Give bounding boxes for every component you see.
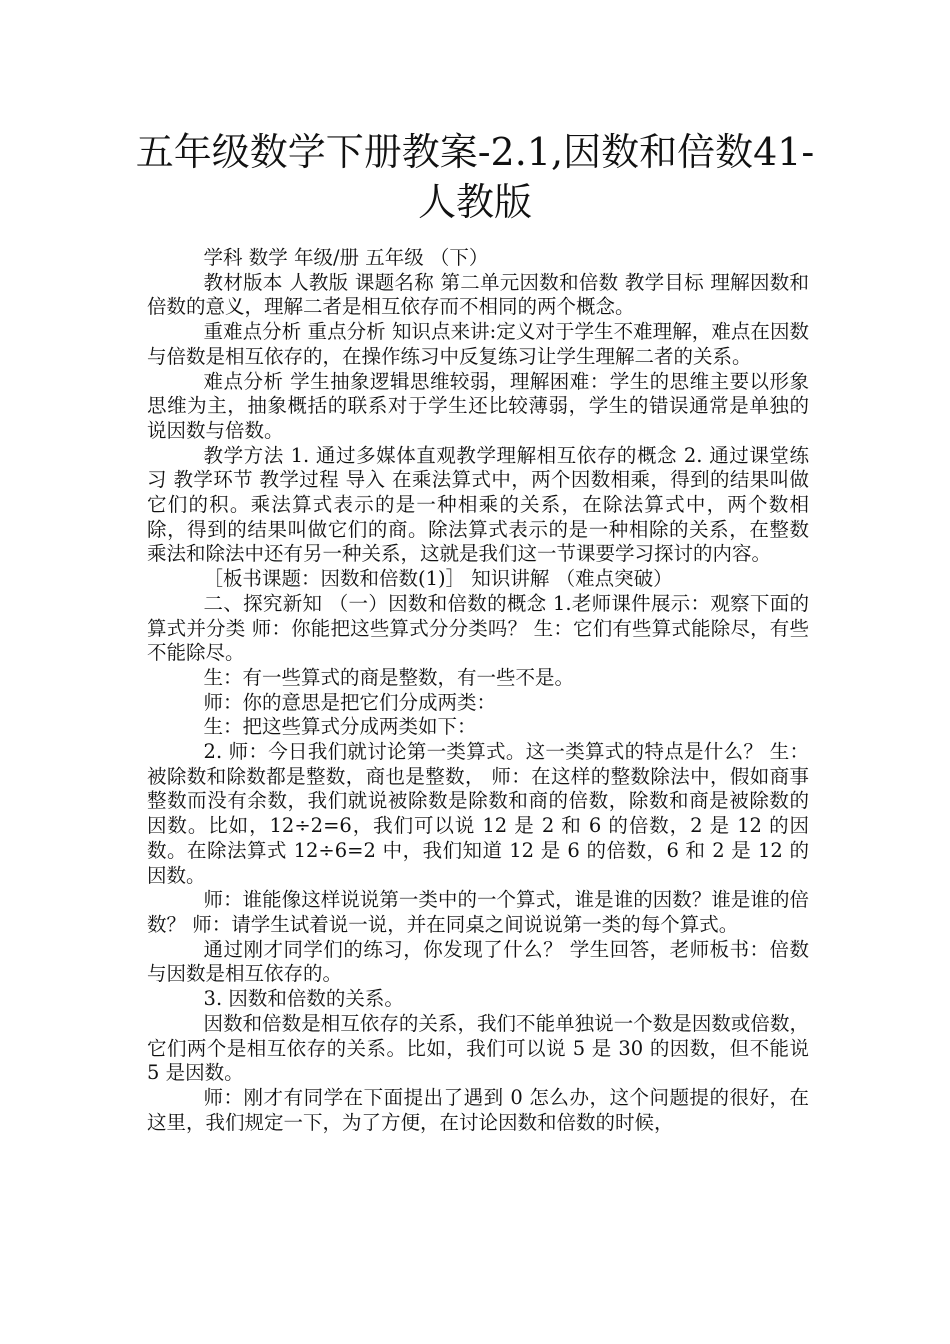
- paragraph-subject-grade: 学科 数学 年级/册 五年级 （下）: [203, 246, 489, 269]
- paragraph-section-3: 3. 因数和倍数的关系。: [203, 987, 404, 1011]
- paragraph-teacher-question: 师：谁能像这样说说第一类中的一个算式，谁是谁的因数？谁是谁的倍数？ 师：请学生试着说一说，并在同桌之间说说第一类的每个算式。: [147, 888, 809, 936]
- document-title-line-2: 人教版: [417, 180, 532, 224]
- paragraph-key-points: 重难点分析 重点分析 知识点来讲:定义对于学生不难理解，难点在因数与倍数是相互依存的，在操作练习中反复练习让学生理解二者的关系。: [147, 320, 809, 368]
- paragraph-teacher-1: 师：你的意思是把它们分成两类：: [203, 690, 497, 714]
- paragraph-relationship: 因数和倍数是相互依存的关系，我们不能单独说一个数是因数或倍数，它们两个是相互依存的关系。比如，我们可以说 5 是 30 的因数，但不能说 5 是因数。: [147, 1011, 809, 1085]
- paragraph-explore-new: 二、探究新知 （一）因数和倍数的概念 1.老师课件展示：观察下面的算式并分类 师：你能把这些算式分分类吗？ 生：它们有些算式能除尽，有些不能除尽。: [147, 591, 809, 665]
- paragraph-findings: 通过刚才同学们的练习，你发现了什么？ 学生回答，老师板书：倍数与因数是相互依存的。: [147, 937, 809, 986]
- document-title-line-1: 五年级数学下册教案-2.1,因数和倍数41-: [135, 130, 815, 174]
- document-body: [147, 246, 809, 1135]
- paragraph-textbook-objective: 教材版本 人教版 课题名称 第二单元因数和倍数 教学目标 理解因数和倍数的意义，理解二者是相互依存而不相同的两个概念。: [147, 270, 809, 319]
- paragraph-zero-question: 师：刚才有同学在下面提出了遇到 0 怎么办，这个问题提的很好，在这里，我们规定一下，为了方便，在讨论因数和倍数的时候，: [147, 1085, 809, 1134]
- paragraph-discussion: 2. 师：今日我们就讨论第一类算式。这一类算式的特点是什么？ 生：被除数和除数都是整数，商也是整数， 师：在这样的整数除法中，假如商事整数而没有余数，我们就说被除数是除数和商的倍数，除数和商是被除数的因数。比如，12÷2=6，我们可以说 12 是 2 和 6 的倍数，2 是 12 的因数。在除法算式 12÷6=2 中，我们知道 12 是 6 的倍数，6 和 2 是 12 的因数。: [147, 740, 809, 887]
- paragraph-student-answer-1: 生：有一些算式的商是整数，有一些不是。: [203, 665, 575, 689]
- paragraph-board-topic: ［板书课题：因数和倍数(1)］ 知识讲解 （难点突破）: [203, 567, 673, 591]
- paragraph-student-answer-2: 生：把这些算式分成两类如下：: [203, 715, 477, 739]
- paragraph-difficulty-analysis: 难点分析 学生抽象逻辑思维较弱，理解困难：学生的思维主要以形象思维为主，抽象概括的联系对于学生还比较薄弱，学生的错误通常是单独的说因数与倍数。: [147, 369, 809, 442]
- paragraph-teaching-method: 教学方法 1. 通过多媒体直观教学理解相互依存的概念 2. 通过课堂练习 教学环节 教学过程 导入 在乘法算式中，两个因数相乘，得到的结果叫做它们的积。乘法算式表示的是一种相乘的关系，在除法算式中，两个数相除，得到的结果叫做它们的商。除法算式表示的是一种相除的关系，在整数乘法和除法中还有另一种关系，这就是我们这一节课要学习探讨的内容。: [147, 443, 809, 566]
